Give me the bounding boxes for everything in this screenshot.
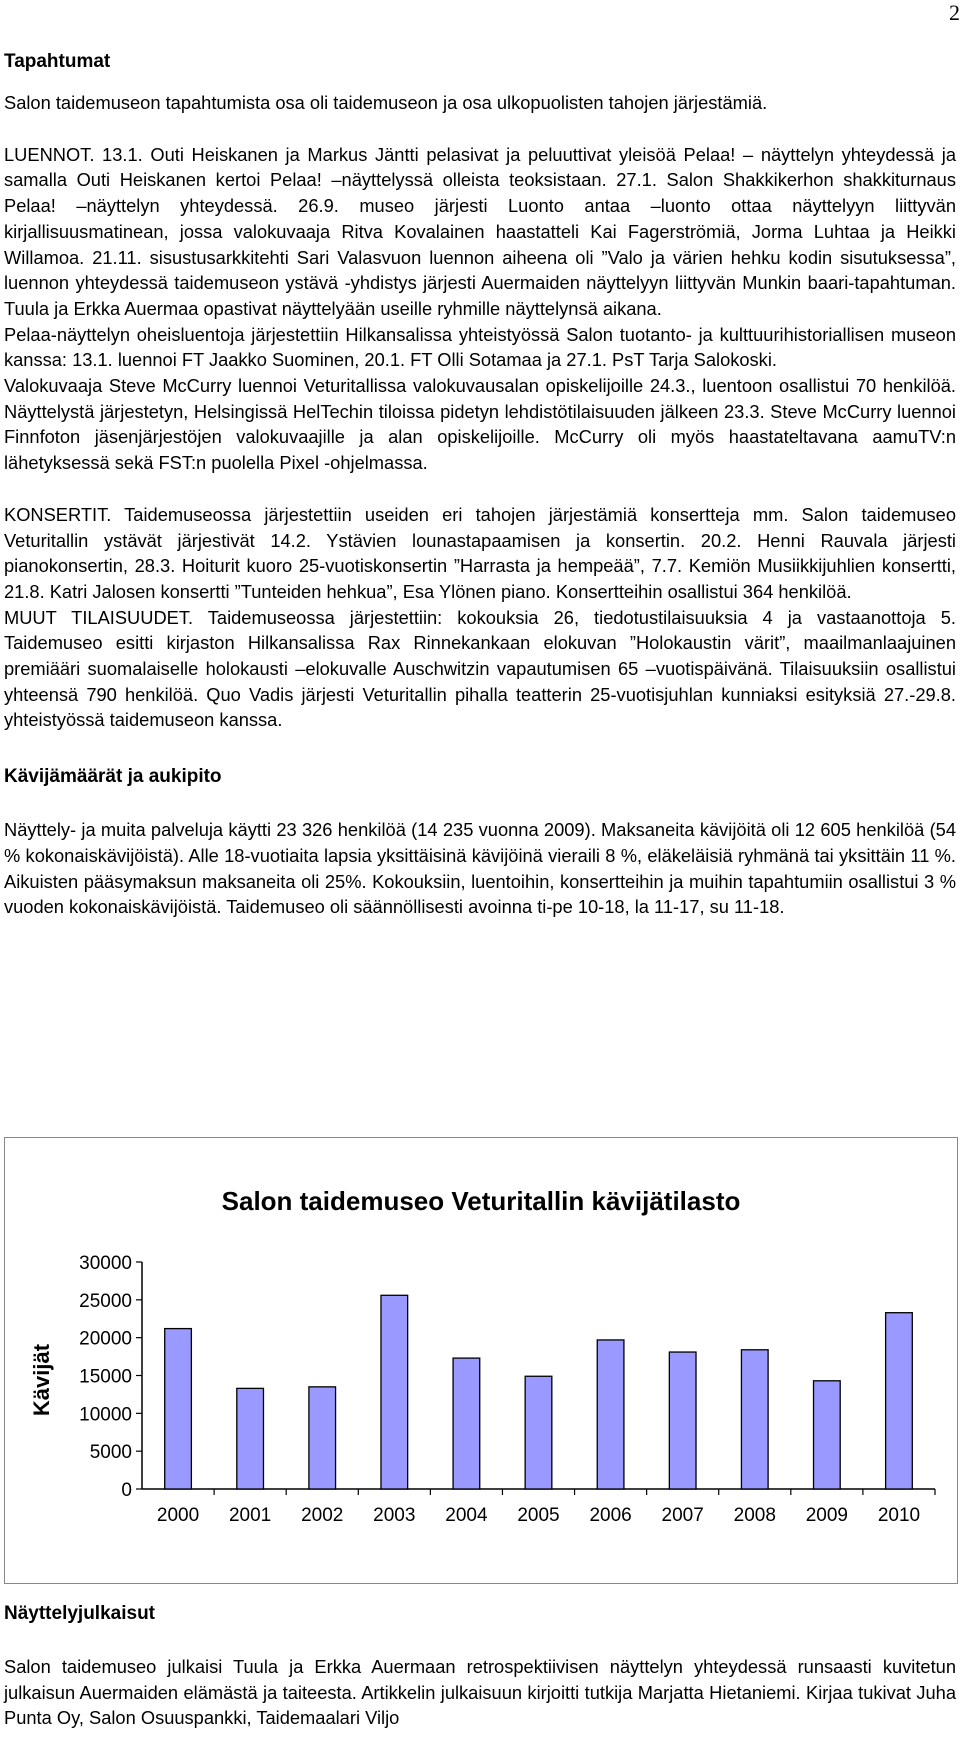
- paragraph-muut: MUUT TILAISUUDET. Taidemuseossa järjestettiin: kokouksia 26, tiedotustilaisuuksia 4 ja vastaanottoja 5. Taidemuseo esitti kirjaston Hilkansalissa Rax Rinnekankaan elokuvan ”Holokaustin värit”, maailmanlaajuinen premiääri suomalaiselle holokausti –elokuvalle Auschwitzin vapautumisen 65 –vuotispäivänä. Tilaisuuksiin osallistui yhteensä 790 henkilöä. Quo Vadis järjesti Veturitallin pihalla teatterin 25-vuotisjuhlan kunniaksi esityksiä 27.-29.8. yhteistyössä taidemuseon kanssa.: [4, 606, 956, 731]
- chart-x-tick-label: 2005: [517, 1505, 560, 1526]
- chart-bar: [381, 1295, 408, 1489]
- chart-y-tick-label: 10000: [79, 1404, 132, 1426]
- paragraph-konsertit: KONSERTIT. Taidemuseossa järjestettiin useiden eri tahojen järjestämiä konsertteja mm. Salon taidemuseo Veturitallin ystävät järjestivät 14.2. Ystävien lounastapaamisen ja konsertin. 20.2. Henni Rauvala järjesti pianokonsertin, 28.3. Hoiturit kuoro 25-vuotiskonsertin ”Harrasta ja hempeää”, 7.7. Kemiön Musiikkijuhlien konsertti, 21.8. Katri Jalosen konsertti ”Tunteiden hehkua”, Esa Ylönen piano. Konsertteihin osallistui 364 henkilöä.: [4, 503, 956, 602]
- chart-x-tick-label: 2010: [877, 1505, 921, 1526]
- heading-tapahtumat: Tapahtumat: [4, 51, 111, 72]
- paragraph-kavijamaarat: Näyttely- ja muita palveluja käytti 23 326 henkilöä (14 235 vuonna 2009). Maksaneita kävijöitä oli 12 605 henkilöä (54 % kokonaiskävijöistä). Alle 18-vuotiaita lapsia yksittäisinä kävijöinä vieraili 8 %, eläkeläisiä ryhmänä tai yksittäin 11 %. Aikuisten pääsymaksun maksaneita oli 25%. Kokouksiin, luentoihin, konsertteihin ja muihin tapahtumiin osallistui 3 % vuoden kokonaiskävijöistä. Taidemuseo oli säännöllisesti avoinna ti-pe 10-18, la 11-17, su 11-18.: [4, 819, 956, 918]
- chart-bar: [525, 1376, 552, 1489]
- paragraph-nayttelyjulkaisut: Salon taidemuseo julkaisi Tuula ja Erkka Auermaan retrospektiivisen näyttelyn yhteydessä runsaasti kuvitetun julkaisun Auermaiden elämästä ja taiteesta. Artikkelin julkaisuun kirjoitti tutkija Marjatta Hietaniemi. Kirjaa tukivat Juha Punta Oy, Salon Osuuspankki, Taidemaalari Viljo: [4, 1656, 956, 1729]
- chart-x-tick-label: 2002: [301, 1505, 344, 1526]
- chart-bar: [886, 1313, 913, 1489]
- chart-x-tick-label: 2009: [805, 1505, 849, 1526]
- chart-y-tick-label: 25000: [79, 1290, 132, 1312]
- chart-x-tick-label: 2004: [445, 1505, 488, 1526]
- chart-y-axis-label: Kävijät: [29, 1343, 54, 1417]
- chart-x-tick-label: 2007: [661, 1505, 704, 1526]
- chart-x-tick-label: 2000: [156, 1505, 200, 1526]
- page-number: 2: [949, 0, 960, 25]
- main-content: [4, 48, 956, 920]
- heading-kavijamaarat: Kävijämäärät ja aukipito: [4, 766, 222, 788]
- chart-x-tick-label: 2008: [733, 1505, 776, 1526]
- chart-y-tick-label: 0: [121, 1480, 132, 1501]
- chart-x-tick-label: 2006: [589, 1505, 632, 1526]
- chart-bar: [237, 1388, 264, 1489]
- paragraph-intro: Salon taidemuseon tapahtumista osa oli taidemuseon ja osa ulkopuolisten tahojen järjestämiä.: [4, 92, 768, 113]
- chart-svg: [5, 1138, 957, 1583]
- chart-y-tick-label: 5000: [89, 1442, 132, 1464]
- chart-bar: [814, 1381, 841, 1489]
- chart-bar: [741, 1350, 768, 1489]
- chart-y-tick-label: 15000: [79, 1366, 132, 1388]
- paragraph-pelaa: Pelaa-näyttelyn oheisluentoja järjestettiin Hilkansalissa yhteistyössä Salon tuotanto- ja kulttuurihistoriallisen museon kanssa: 13.1. luennoi FT Jaakko Suominen, 20.1. FT Olli Sotamaa ja 27.1. PsT Tarja Salokoski.: [4, 323, 956, 371]
- chart-bar: [453, 1358, 480, 1489]
- paragraph-luennot: LUENNOT. 13.1. Outi Heiskanen ja Markus Jäntti pelasivat ja peluuttivat yleisöä Pelaa! – näyttelyn yhteydessä ja samalla Outi Heiskanen kertoi Pelaa! –näyttelyssä olleista teoksistaan. 27.1. Salon Shakkikerhon shakkiturnaus Pelaa! –näyttelyn yhteydessä. 26.9. museo järjesti Luonto antaa –luonto ottaa näyttelyyn liittyvän kirjallisuusmatinean, jossa valokuvaaja Ritva Kovalainen haastatteli Kai Fagerströmiä, Jorma Luhtaa ja Heikki Willamoa. 21.11. sisustusarkkitehti Sari Valasvuon luennon aiheena oli ”Valo ja värien hehku kodin sisutuksessa”, luennon yhteydessä taidemuseon ystävä -yhdistys järjesti Auermaiden näyttelyyn liittyvän Munkin baari-tapahtuman. Tuula ja Erkka Auermaa opastivat näyttelyään useille ryhmille näyttelynsä aikana.: [4, 143, 956, 319]
- chart-x-tick-label: 2003: [373, 1505, 416, 1526]
- chart-bar: [309, 1387, 336, 1489]
- chart-bar: [165, 1329, 192, 1489]
- visitor-chart: [4, 1137, 958, 1584]
- section-nayttelyjulkaisut: [4, 1600, 956, 1731]
- chart-bar: [597, 1340, 624, 1489]
- chart-y-tick-label: 20000: [79, 1328, 132, 1350]
- paragraph-mccurry: Valokuvaaja Steve McCurry luennoi Veturitallissa valokuvausalan opiskelijoille 24.3., luentoon osallistui 70 henkilöä. Näyttelystä järjestetyn, Helsingissä HelTechin tiloissa pidetyn lehdistötilaisuuden jälkeen 23.3. Steve McCurry luennoi Finnfoton jäsenjärjestöjen valokuvaajille ja alan opiskelijoille. McCurry oli myös haastateltavana aamuTV:n lähetyksessä sekä FST:n puolella Pixel -ohjelmassa.: [4, 375, 956, 474]
- chart-title: Salon taidemuseo Veturitallin kävijätilasto: [221, 1186, 741, 1216]
- heading-nayttelyjulkaisut: Näyttelyjulkaisut: [4, 1603, 155, 1624]
- chart-y-tick-label: 30000: [79, 1253, 132, 1274]
- chart-bar: [669, 1352, 696, 1489]
- chart-x-tick-label: 2001: [228, 1505, 272, 1526]
